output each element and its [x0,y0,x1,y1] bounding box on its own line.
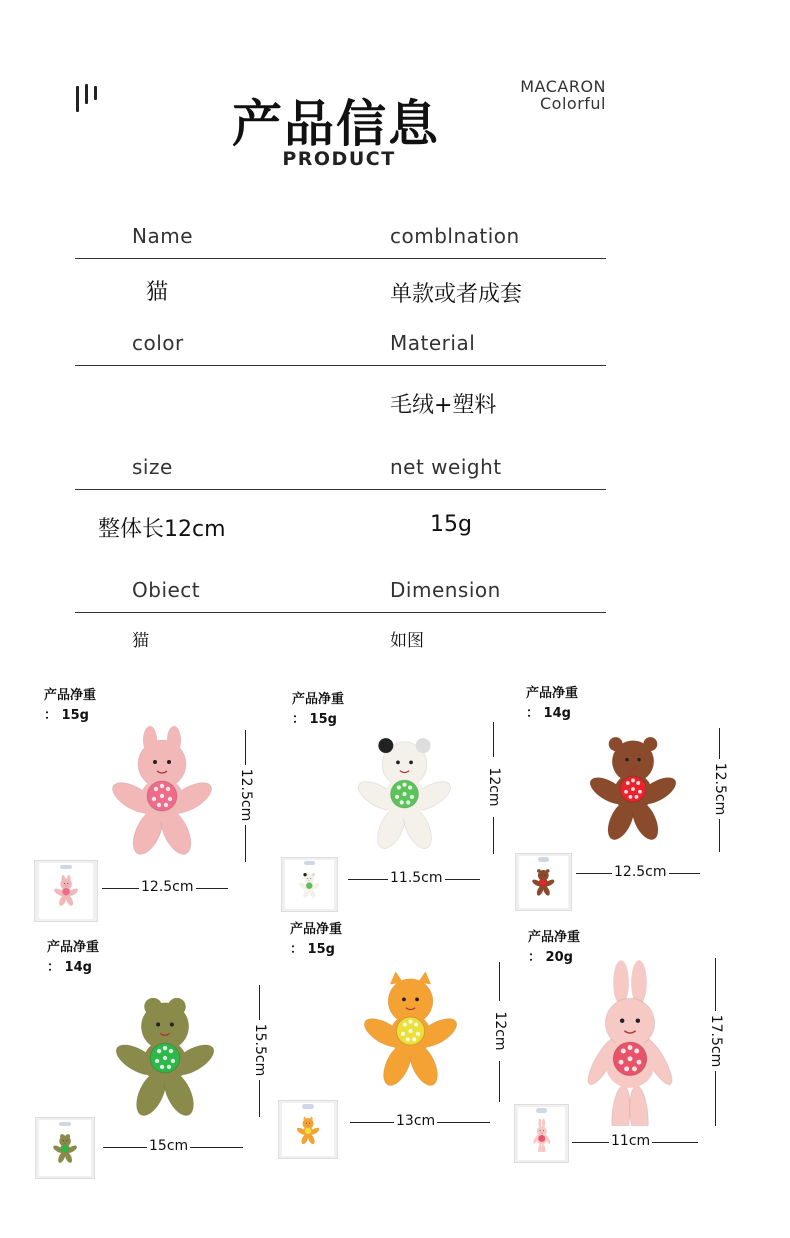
size-label: size [132,455,173,479]
height-dimension [484,722,504,854]
product-photo [565,958,695,1126]
width-dimension [350,1113,490,1131]
net-weight-value: ： 15g [290,942,335,957]
pink-cat-figure [108,726,217,859]
material-label: Material [390,331,476,355]
divider [75,258,606,259]
page-title: 产品信息 [232,95,440,153]
brown-bear-figure [531,869,555,897]
white-panda-figure [354,738,455,853]
package-toy-icon [295,870,324,902]
hang-tab [304,861,315,865]
width-value: 12.5cm [614,864,667,880]
package-toy-icon [50,874,82,910]
material-value: 毛绒+塑料 [390,393,497,418]
width-dimension [348,870,480,888]
divider [75,489,606,490]
divider [75,612,606,613]
hang-tab [538,857,549,861]
width-value: 13cm [396,1113,436,1129]
hang-tab [60,865,72,870]
height-dimension [490,962,510,1102]
height-value: 12cm [486,757,502,817]
orange-tiger-figure [296,1116,321,1145]
height-value: 12.5cm [712,759,728,819]
net-weight-value: ： 20g [528,950,573,965]
dimension-label: Dimension [390,578,501,602]
package-thumbnail [515,853,572,911]
package-toy-icon [50,1131,80,1167]
hang-tab [59,1122,71,1127]
white-panda-figure [298,873,321,899]
green-frog-figure [52,1134,78,1164]
width-dimension [572,1133,698,1151]
package-thumbnail [35,1117,95,1179]
product-photo [332,725,477,865]
package-thumbnail [278,1100,338,1159]
package-thumbnail [281,857,338,912]
object-label: Obiect [132,578,201,602]
height-dimension [250,985,270,1117]
object-value: 猫 [132,631,149,651]
height-dimension [710,728,730,852]
width-value: 12.5cm [141,879,194,895]
net-weight-label [47,938,99,978]
height-value: 12.5cm [238,765,254,825]
net-weight-title: 产品净重 [290,922,343,937]
name-label: Name [132,224,194,248]
orange-tiger-figure [360,971,461,1089]
net-weight-value: ： 14g [47,960,92,975]
net-weight-value: ： 15g [292,712,337,727]
net-weight-title: 产品净重 [528,930,581,945]
hang-tab [536,1108,547,1113]
width-dimension [102,879,228,897]
height-dimension [706,958,726,1126]
width-value: 11cm [611,1133,651,1149]
hang-tab [302,1104,314,1109]
package-thumbnail [34,860,98,922]
brown-bear-figure [586,737,680,843]
height-value: 12cm [492,1001,508,1061]
width-dimension [103,1138,243,1156]
net-weight-title: 产品净重 [526,686,579,701]
net-weight-title: 产品净重 [47,940,100,955]
brand-line-1: MACARON [520,77,606,96]
net-weight-label [290,920,342,960]
net-weight-label [44,686,96,726]
divider [75,365,606,366]
package-toy-icon [529,866,558,900]
width-value: 15cm [149,1138,189,1154]
product-photo [333,962,488,1102]
height-dimension [236,730,256,862]
combination-value: 单款或者成套 [390,282,523,307]
size-value: 整体长12cm [98,517,226,542]
net-weight-value: ： 14g [526,706,571,721]
green-frog-figure [111,998,218,1120]
package-toy-icon [293,1114,323,1148]
width-value: 11.5cm [390,870,443,886]
pink-rabbit-figure [583,960,677,1126]
net-weight-label: net weight [390,455,502,479]
product-photo [92,722,232,872]
product-photo [94,985,236,1133]
height-value: 15.5cm [252,1020,268,1080]
net-weight-title: 产品净重 [44,688,97,703]
net-weight-label [526,684,578,724]
color-label: color [132,331,184,355]
brand-tagline [520,78,606,112]
net-weight-label [292,690,344,730]
net-weight-value: 15g [430,512,472,537]
width-dimension [576,864,700,882]
net-weight-title: 产品净重 [292,692,345,707]
product-photo [563,725,703,855]
pink-rabbit-figure [532,1118,551,1152]
net-weight-value: ： 15g [44,708,89,723]
package-toy-icon [528,1118,556,1152]
page-subtitle: PRODUCT [282,148,396,170]
package-thumbnail [514,1104,569,1163]
pink-cat-figure [53,875,79,907]
name-value: 猫 [146,280,169,305]
combination-label: comblnation [390,224,520,248]
dimension-value: 如图 [390,631,424,651]
height-value: 17.5cm [708,1011,724,1071]
brand-line-2: Colorful [540,94,606,113]
